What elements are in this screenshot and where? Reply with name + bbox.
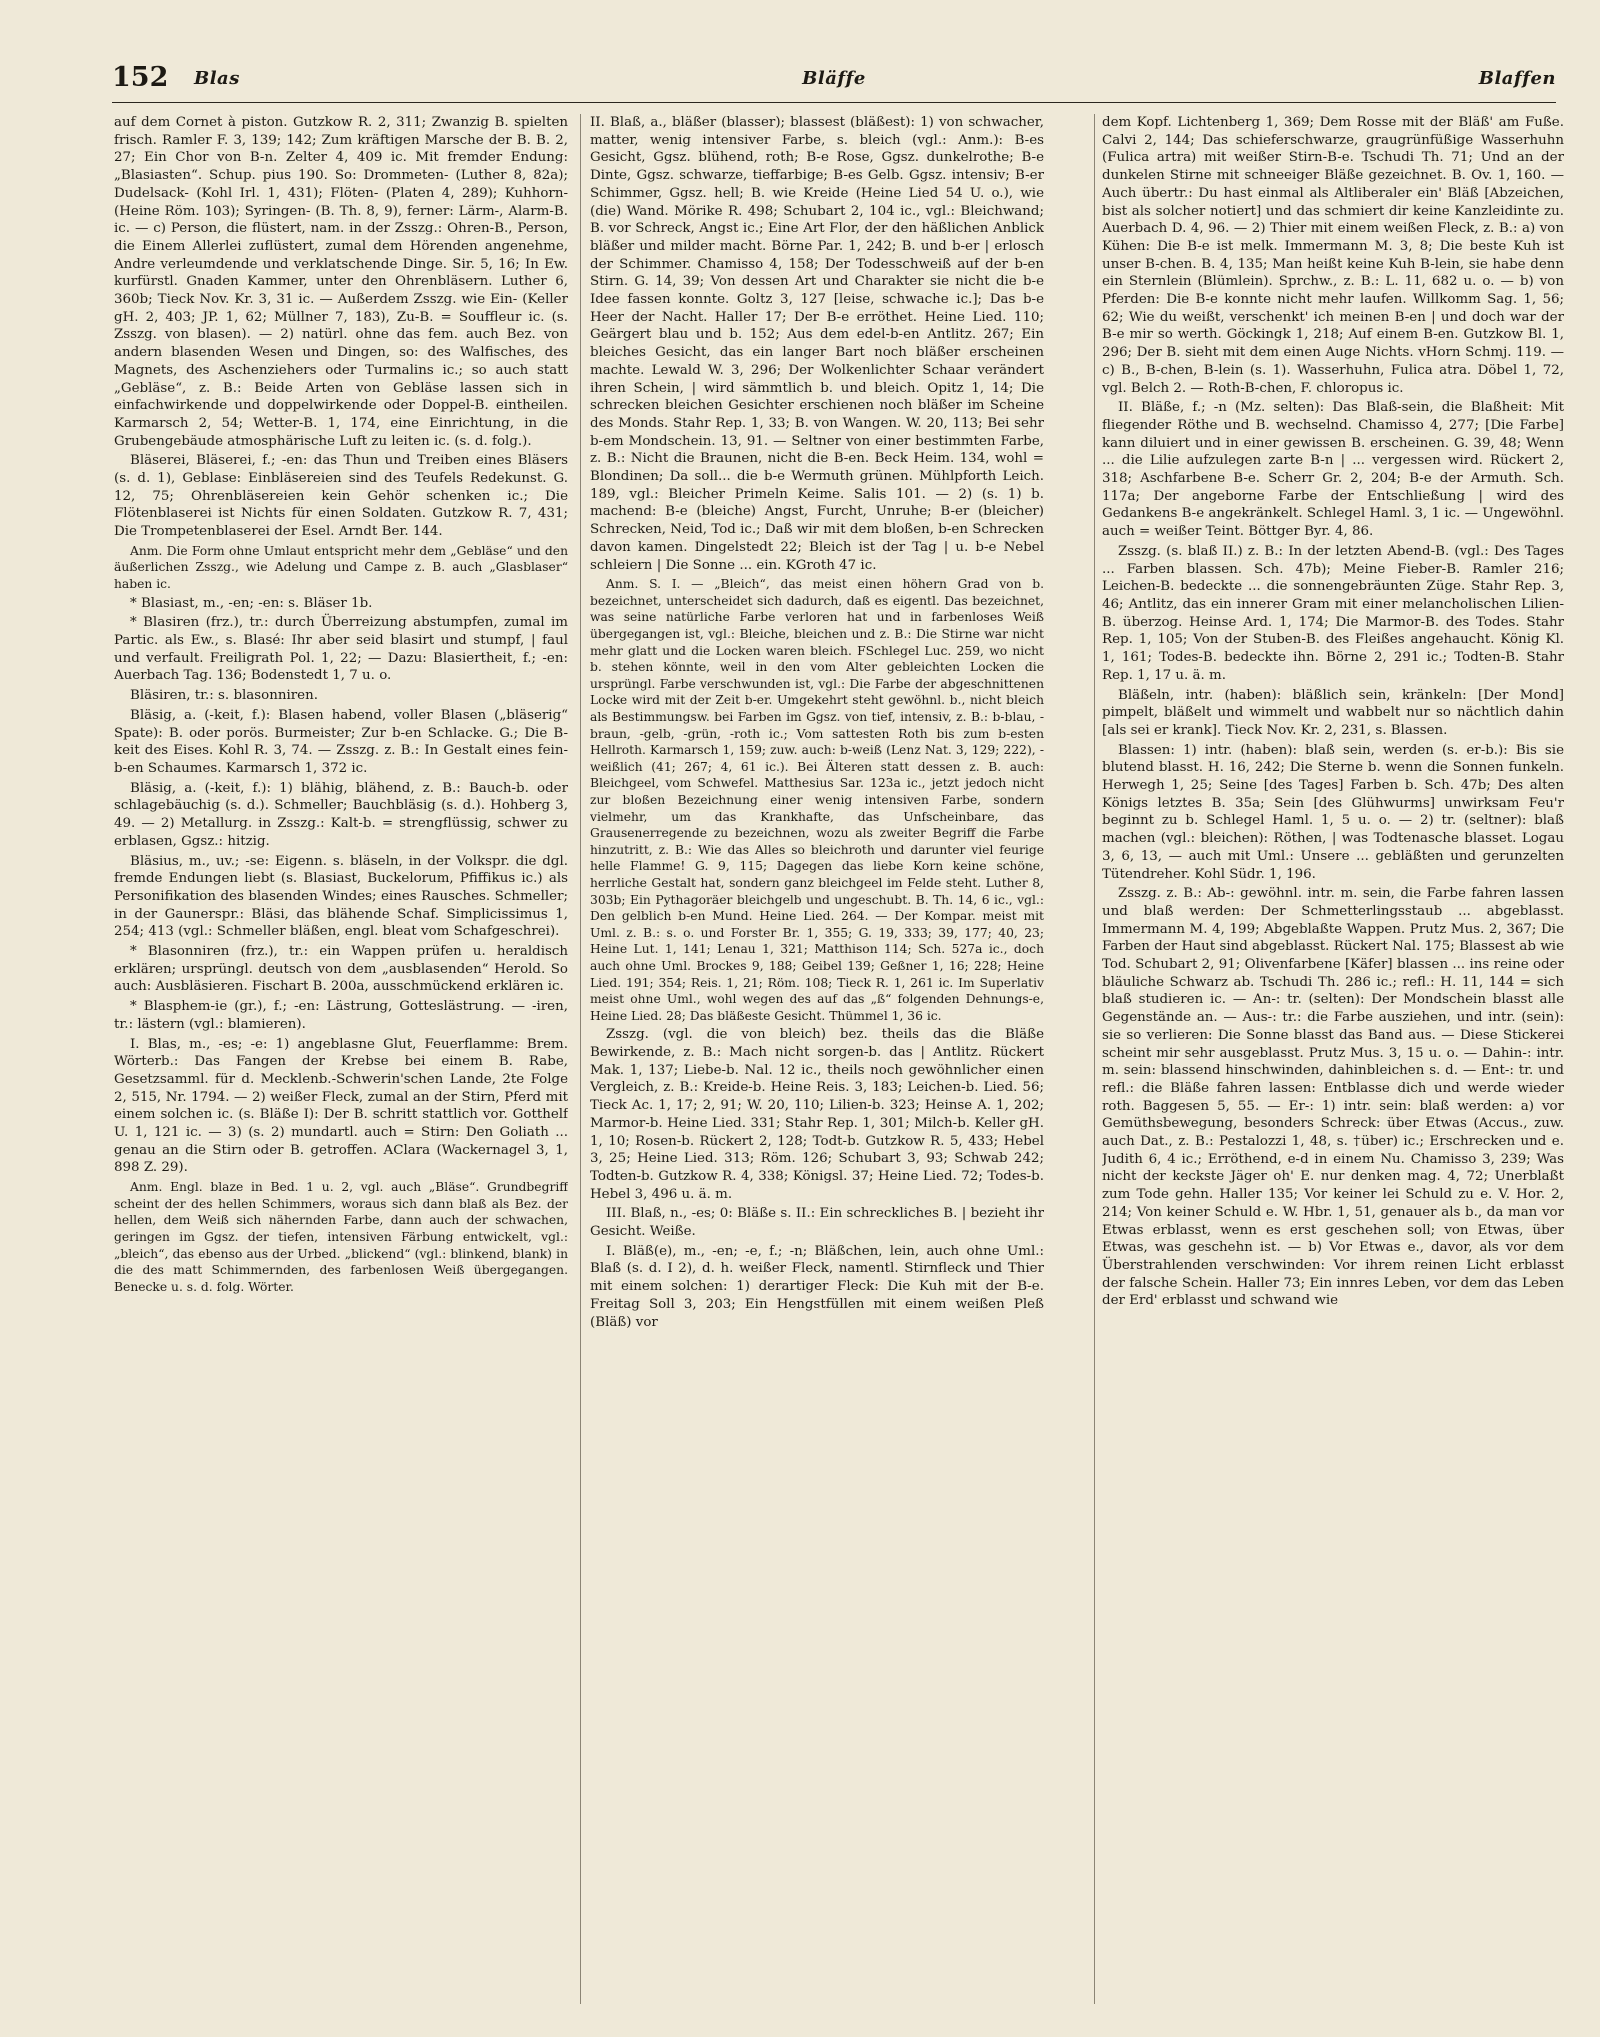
dictionary-paragraph: dem Kopf. Lichtenberg 1, 369; Dem Rosse mit der Bläß' am Fuße. Calvi 2, 144; Das schieferschwarze, graugrünfüßige Wasserhuhn (Fulica artra) mit weißer Stirn-B-e. Tschudi Th. 71; Und an der dunkelen Stirne mit schneeiger Bläße gezeichnet. B. Ov. 1, 160. — Auch übertr.: Du hast einmal als Altliberaler ein' Bläß [Abzeichen, bist als solcher notiert] und das schmiert dir keine Kanzleidinte zu. Auerbach D. 4, 96. — 2) Thier mit einem weißen Fleck, z. B.: a) von Kühen: Die B-e ist melk. Immermann M. 3, 8; Die beste Kuh ist unser B-chen. B. 4, 135; Man heißt keine Kuh B-lein, sie habe denn ein Sternlein (Blümlein). Sprchw., z. B.: L. 11, 682 u. o. — b) von Pferden: Die B-e konnte nicht mehr laufen. Willkomm Sag. 1, 56; 62; Wie du weißt, verschenkt' ich meinen B-en | und doch war der B-e mir so werth. Göckingk 1, 218; Auf einem B-en. Gutzkow Bl. 1, 296; Der B. sieht mit dem einen Auge Nichts. vHorn Schmj. 119. — c) B., B-chen, B-lein (s. 1). Wasserhuhn, Fulica atra. Döbel 1, 72, vgl. Belch 2. — Roth-B-chen, F. chloropus ic.	[1102, 115, 1564, 396]
dictionary-paragraph: II. Bläße, f.; -n (Mz. selten): Das Blaß-sein, die Blaßheit: Mit fliegender Röthe und B. wechselnd. Chamisso 4, 277; [Die Farbe] kann diluiert und in einer gewissen B. erscheinen. G. 39, 48; Wenn ... die Lilie aufzulegen zarte B-n | ... vergessen wird. Rückert 2, 318; Aschfarbene B-e. Scherr Gr. 2, 204; B-e der Armuth. Sch. 117a; Der angeborne Farbe der Entschließung | wird des Gedankens B-e angekränkelt. Schlegel Haml. 3, 1 ic. — Ungewöhnl. auch = weißer Teint. Böttger Byr. 4, 86.	[1102, 400, 1564, 540]
dictionary-paragraph: Bläßeln, intr. (haben): bläßlich sein, kränkeln: [Der Mond] pimpelt, bläßelt und wimmelt und wabbelt nur so nächtlich dahin [als sei er krank]. Tieck Nov. Kr. 2, 231, s. Blassen.	[1102, 687, 1564, 738]
column-divider	[580, 114, 581, 2004]
dictionary-paragraph: Anm. Die Form ohne Umlaut entspricht mehr dem „Gebläse“ und den äußerlichen Zsszg., wie Adelung und Campe z. B. auch „Glasblaser“ haben ic.	[114, 543, 568, 592]
running-head-right: Blaffen	[1478, 68, 1556, 89]
dictionary-paragraph: Bläsig, a. (-keit, f.): 1) blähig, blähend, z. B.: Bauch-b. oder schlagebäuchig (s. d.). Schmeller; Bauchbläsig (s. d.). Hohberg 3, 49. — 2) Metallurg. in Zsszg.: Kalt-b. = strengflüssig, schwer zu erblasen, Ggsz.: hitzig.	[114, 780, 568, 849]
dictionary-paragraph: Zsszg. z. B.: Ab-: gewöhnl. intr. m. sein, die Farbe fahren lassen und blaß werden: Der Schmetterlingsstaub ... abgeblasst. Immermann M. 4, 199; Abgeblaßte Wappen. Prutz Mus. 2, 367; Die Farben der Haut sind abgeblasst. Rückert Nal. 175; Blassest ab wie Tod. Schubart 2, 91; Olivenfarbene [Käfer] blassen ... ins reine oder bläuliche Schwarz ab. Tschudi Th. 286 ic.; refl.: H. 11, 144 = sich blaß studieren ic. — An-: tr. (selten): Der Mondschein blasst alle Gegenstände an. — Aus-: tr.: die Farbe ausziehen, und intr. (sein): sie so verlieren: Die Sonne blasst das Band aus. — Diese Stickerei scheint mir sehr ausgeblasst. Prutz Mus. 3, 15 u. o. — Dahin-: intr. m. sein: blassend hinschwinden, dahinbleichen s. d. — Ent-: tr. und refl.: die Bläße fahren lassen: Entblasse dich und werde wieder roth. Baggesen 5, 55. — Er-: 1) intr. sein: blaß werden: a) vor Gemüthsbewegung, besonders Schreck: über Etwas (Accus., zuw. auch Dat., z. B.: Pestalozzi 1, 48, s. †über) ic.; Erschrecken und e. Judith 6, 4 ic.; Erröthend, e-d in einem Nu. Chamisso 3, 239; Was nicht der keckste Jäger oh' E. nur denken mag. 4, 72; Unerblaßt zum Tode gehn. Haller 135; Vor keiner lei Schuld zu e. V. Hor. 2, 214; Von keiner Schuld e. W. Hbr. 1, 51, genauer als b., da man vor Etwas erblasst, wenn es erst geschehen soll; von Etwas, über Etwas, was geschehn ist. — b) Vor Etwas e., davor, als vor dem Überstrahlenden verschwinden: Vor ihrem reinen Licht erblasst der falsche Schein. Haller 73; Ein innres Leben, vor dem das Leben der Erd' erblasst und schwand wie	[1102, 886, 1564, 1309]
dictionary-paragraph: Anm. S. I. — „Bleich“, das meist einen höhern Grad von b. bezeichnet, unterscheidet sich dadurch, daß es eigentl. Das bezeichnet, was seine natürliche Farbe verloren hat und in farbenloses Weiß übergegangen ist, vgl.: Bleiche, bleichen und z. B.: Die Stirne war nicht mehr glatt und die Locken waren bleich. FSchlegel Luc. 259, wo nicht b. stehen könnte, weil in den vom Alter gebleichten Locken die ursprüngl. Farbe verschwunden ist, vgl.: Die Farbe der abgeschnittenen Locke wird mit der Zeit b-er. Umgekehrt steht gewöhnl. b., nicht bleich als Bestimmungsw. bei Farben im Ggsz. von tief, intensiv, z. B.: b-blau, -braun, -gelb, -grün, -roth ic.; Vom sattesten Roth bis zum b-esten Hellroth. Karmarsch 1, 159; zuw. auch: b-weiß (Lenz Nat. 3, 129; 222), -weißlich (41; 267; 4, 61 ic.). Bei Älteren statt dessen z. B. auch: Bleichgeel, vom Schwefel. Matthesius Sar. 123a ic., jetzt jedoch nicht zur bloßen Bezeichnung einer wenig intensiven Farbe, sondern vielmehr, um das Krankhafte, das Unfscheinbare, das Grausenerregende zu bezeichnen, wozu als zweiter Begriff die Farbe hinzutritt, z. B.: Wie das Alles so bleichroth und darunter viel feurige helle Flamme! G. 9, 115; Dagegen das liebe Korn keine schöne, herrliche Gestalt hat, sondern ganz bleichgeel im Felde steht. Luther 8, 303b; Ein Pythagoräer bleichgelb und ungeschubt. B. Th. 14, 6 ic., vgl.: Den gelblich b-en Mund. Heine Lied. 264. — Der Kompar. meist mit Uml. z. B.: s. o. und Forster Br. 1, 355; G. 19, 333; 39, 177; 40, 23; Heine Lut. 1, 141; Lenau 1, 321; Matthison 114; Sch. 527a ic., doch auch ohne Uml. Brockes 9, 188; Geibel 139; Geßner 1, 16; 228; Heine Lied. 191; 354; Reis. 1, 21; Röm. 108; Tieck R. 1, 261 ic. Im Superlativ meist ohne Uml., wohl wegen des auf das „ß“ folgenden Dehnungs-e, Heine Lied. 28; Das bläßeste Gesicht. Thümmel 1, 36 ic.	[590, 577, 1044, 1023]
dictionary-paragraph: Bläserei, Bläserei, f.; -en: das Thun und Treiben eines Bläsers (s. d. 1), Geblase: Einbläsereien sind des Teufels Redekunst. G. 12, 75; Ohrenbläsereien kein Gehör schenken ic.; Die Flötenblaserei ist Nichts für einen Soldaten. Gutzkow R. 7, 431; Die Trompetenblaserei der Esel. Arndt Ber. 144.	[114, 453, 568, 540]
dictionary-paragraph: * Blasonniren (frz.), tr.: ein Wappen prüfen u. heraldisch erklären; ursprüngl. deutsch von dem „ausblasenden“ Herold. So auch: Ausbläsieren. Fischart B. 200a, ausschmückend erklären ic.	[114, 944, 568, 995]
page-number: 152	[112, 62, 169, 93]
dictionary-paragraph: * Blasiren (frz.), tr.: durch Überreizung abstumpfen, zumal im Partic. als Ew., s. Blasé: Ihr aber seid blasirt und stumpf, | faul und verfault. Freiligrath Pol. 1, 22; — Dazu: Blasiertheit, f.; -en: Auerbach Tag. 136; Bodenstedt 1, 7 u. o.	[114, 615, 568, 684]
running-head-left: Blas	[194, 68, 240, 89]
dictionary-paragraph: Anm. Engl. blaze in Bed. 1 u. 2, vgl. auch „Bläse“. Grundbegriff scheint der des hellen Schimmers, woraus sich dann blaß als Bez. der hellen, dem Weiß sich nähernden Farbe, dann auch der schwachen, geringen im Ggsz. der tiefen, intensiven Färbung entwickelt, vgl.: „bleich“, das ebenso aus der Urbed. „blickend“ (vgl.: blinkend, blank) in die des matt Schimmernden, des farbenlosen Weiß übergegangen. Benecke u. s. d. folg. Wörter.	[114, 1180, 568, 1294]
dictionary-paragraph: Zsszg. (vgl. die von bleich) bez. theils das die Bläße Bewirkende, z. B.: Mach nicht sorgen-b. das | Antlitz. Rückert Mak. 1, 137; Liebe-b. Nal. 12 ic., theils noch gewöhnlicher einen Vergleich, z. B.: Kreide-b. Heine Reis. 3, 183; Leichen-b. Lied. 56; Tieck Ac. 1, 17; 2, 91; W. 20, 110; Lilien-b. 323; Heinse A. 1, 202; Marmor-b. Heine Lied. 331; Stahr Rep. 1, 301; Milch-b. Keller gH. 1, 10; Rosen-b. Rückert 2, 128; Todt-b. Gutzkow R. 5, 433; Hebel 3, 25; Heine Lied. 313; Röm. 126; Schubart 3, 93; Schwab 242; Todten-b. Gutzkow R. 4, 338; Königsl. 37; Heine Lied. 72; Todes-b. Hebel 3, 496 u. ä. m.	[590, 1027, 1044, 1202]
text-column-right	[1102, 114, 1564, 2019]
text-column-middle	[590, 114, 1044, 2019]
column-divider	[1094, 114, 1095, 2004]
dictionary-paragraph: Bläsius, m., uv.; -se: Eigenn. s. bläseln, in der Volkspr. die dgl. fremde Endungen liebt (s. Blasiast, Buckelorum, Pfiffikus ic.) als Personifikation des blasenden Windes; eines Rausches. Schmeller; in der Gaunerspr.: Bläsi, das blähende Schaf. Simplicissimus 1, 254; 413 (vgl.: Schmeller bläßen, engl. bleat vom Schafgeschrei).	[114, 853, 568, 940]
dictionary-paragraph: Blassen: 1) intr. (haben): blaß sein, werden (s. er-b.): Bis sie blutend blasst. H. 16, 242; Die Sterne b. wenn die Sonnen funkeln. Herwegh 1, 25; Seine [des Tages] Farben b. Sch. 47b; Des alten Königs letztes B. 35a; Sein [des Glühwurms] unwirksam Feu'r beginnt zu b. Schlegel Haml. 1, 5 u. o. — 2) tr. (seltner): blaß machen (vgl.: bleichen): Röthen, | was Todtenasche blasset. Logau 3, 6, 13, — auch mit Uml.: Unsere ... gebläßten und gerunzelten Tütendreher. Kohl Südr. 1, 196.	[1102, 742, 1564, 882]
page-header	[112, 62, 1556, 103]
dictionary-paragraph: Bläsiren, tr.: s. blasonniren.	[130, 688, 318, 704]
dictionary-paragraph: II. Blaß, a., bläßer (blasser); blassest (bläßest): 1) von schwacher, matter, wenig intensiver Farbe, s. bleich (vgl.: Anm.): B-es Gesicht, Ggsz. blühend, roth; B-e Rose, Ggsz. dunkelrothe; B-e Dinte, Ggsz. schwarze, tieffarbige; B-es Gelb. Ggsz. intensiv; B-er Schimmer, Ggsz. hell; B. wie Kreide (Heine Lied 54 U. o.), wie (die) Wand. Mörike R. 498; Schubart 2, 104 ic., vgl.: Bleichwand; B. vor Schreck, Angst ic.; Eine Art Flor, der den häßlichen Anblick bläßer und milder macht. Börne Par. 1, 242; B. und b-er | erlosch der Schimmer. Chamisso 4, 158; Der Todesschweiß auf der b-en Stirn. G. 14, 39; Von dessen Art und Charakter sie nicht die b-e Idee fassen konnte. Goltz 3, 127 [leise, schwache ic.]; Das b-e Heer der Nacht. Haller 17; Der B-e erröthet. Heine Lied. 110; Geärgert blau und b. 152; Aus dem edel-b-en Antlitz. 267; Ein bleiches Gesicht, das ein langer Bart noch bläßer erscheinen machte. Lewald W. 3, 296; Der Wolkenlichter Schaar verändert ihren Schein, | wird sämmtlich b. und bleich. Opitz 1, 14; Die schrecken bleichen Gesichter erschienen noch bläßer im Scheine des Monds. Stahr Rep. 1, 33; B. von Wangen. W. 20, 113; Bei sehr b-em Mondschein. 13, 91. — Seltner von einer bestimmten Farbe, z. B.: Nicht die Braunen, nicht die B-en. Beck Heim. 134, wohl = Blondinen; Da soll... die b-e Wermuth grünen. Mühlpforth Leich. 189, vgl.: Bleicher Primeln Keime. Salis 101. — 2) (s. 1) b. machend: B-e (bleiche) Angst, Furcht, Unruhe; B-er (bleicher) Schrecken, Neid, Tod ic.; Daß wir mit dem bloßen, b-en Schrecken davon kamen. Dingelstedt 22; Bleich ist der Tag | u. b-e Nebel schleiern | Die Sonne ... ein. KGroth 47 ic.	[590, 115, 1044, 573]
dictionary-paragraph: * Blasphem-ie (gr.), f.; -en: Lästrung, Gotteslästrung. — -iren, tr.: lästern (vgl.: blamieren).	[114, 999, 568, 1032]
dictionary-paragraph: Zsszg. (s. blaß II.) z. B.: In der letzten Abend-B. (vgl.: Des Tages ... Farben blassen. Sch. 47b); Meine Fieber-B. Ramler 216; Leichen-B. bedeckte ... die sonnengebräunten Züge. Stahr Rep. 3, 46; Antlitz, das ein innerer Gram mit einer melancholischen Lilien-B. überzog. Heinse Ard. 1, 174; Die Marmor-B. des Todes. Stahr Rep. 1, 105; Von der Stuben-B. des Fleißes angehaucht. König Kl. 1, 161; Todes-B. bedeckte ihn. Börne 2, 291 ic.; Todten-B. Stahr Rep. 1, 17 u. ä. m.	[1102, 543, 1564, 683]
dictionary-paragraph: auf dem Cornet à piston. Gutzkow R. 2, 311; Zwanzig B. spielten frisch. Ramler F. 3, 139; 142; Zum kräftigen Marsche der B. B. 2, 27; Ein Chor von B-n. Zelter 4, 409 ic. Mit fremder Endung: „Blasiasten“. Schup. pius 190. So: Drommeten- (Luther 8, 82a); Dudelsack- (Kohl Irl. 1, 431); Flöten- (Platen 4, 289); Kuhhorn- (Heine Röm. 103); Syringen- (B. Th. 8, 9), ferner: Lärm-, Alarm-B. ic. — c) Person, die flüstert, nam. in der Zsszg.: Ohren-B., Person, die Einem Allerlei zuflüstert, zumal dem Hörenden angenehme, Andre verleumdende und verklatschende Dinge. Sir. 5, 16; In Ew. kurfürstl. Gnaden Kammer, unter den Ohrenbläsern. Luther 6, 360b; Tieck Nov. Kr. 3, 31 ic. — Außerdem Zsszg. wie Ein- (Keller gH. 2, 403; JP. 1, 62; Müllner 7, 183), Zu-B. = Souffleur ic. (s. Zsszg. von blasen). — 2) natürl. ohne das fem. auch Bez. von andern blasenden Wesen und Dingen, so: des Walfisches, des Magnets, des Aschenziehers oder Turmalins ic.; so auch statt „Gebläse“, z. B.: Beide Arten von Gebläse lassen sich in einfachwirkende und doppelwirkende oder Doppel-B. eintheilen. Karmarsch 2, 54; Wetter-B. 1, 174, eine Einrichtung, in die Grubengebäude atmosphärische Luft zu leiten ic. (s. d. folg.).	[114, 115, 568, 449]
dictionary-paragraph: * Blasiast, m., -en; -en: s. Bläser 1b.	[130, 595, 373, 611]
dictionary-paragraph: Bläsig, a. (-keit, f.): Blasen habend, voller Blasen („bläserig“ Spate): B. oder porös. Burmeister; Zur b-en Schlacke. G.; Die B-keit des Eises. Kohl R. 3, 74. — Zsszg. z. B.: In Gestalt eines fein-b-en Schaumes. Karmarsch 1, 372 ic.	[114, 707, 568, 776]
text-column-left	[114, 114, 568, 2019]
dictionary-paragraph: III. Blaß, n., -es; 0: Bläße s. II.: Ein schreckliches B. | bezieht ihr Gesicht. Weiße.	[590, 1206, 1044, 1240]
dictionary-paragraph: I. Bläß(e), m., -en; -e, f.; -n; Bläßchen, lein, auch ohne Uml.: Blaß (s. d. I 2), d. h. weißer Fleck, namentl. Stirnfleck und Thier mit einem solchen: 1) derartiger Fleck: Die Kuh mit der B-e. Freitag Soll 3, 203; Ein Hengstfüllen mit einem weißen Pleß (Bläß) vor	[590, 1243, 1044, 1330]
running-head-center: Bläffe	[802, 68, 866, 89]
dictionary-paragraph: I. Blas, m., -es; -e: 1) angeblasne Glut, Feuerflamme: Brem. Wörterb.: Das Fangen der Krebse bei einem B. Rabe, Gesetzsamml. für d. Mecklenb.-Schwerin'schen Lande, 2te Folge 2, 515, Nr. 1794. — 2) weißer Fleck, zumal an der Stirn, Pferd mit einem solchen ic. (s. Bläße I): Der B. schritt stattlich vor. Gotthelf U. 1, 121 ic. — 3) (s. 2) mundartl. auch = Stirn: Den Goliath ... genau an die Stirn oder B. getroffen. AClara (Wackernagel 3, 1, 898 Z. 29).	[114, 1036, 568, 1176]
